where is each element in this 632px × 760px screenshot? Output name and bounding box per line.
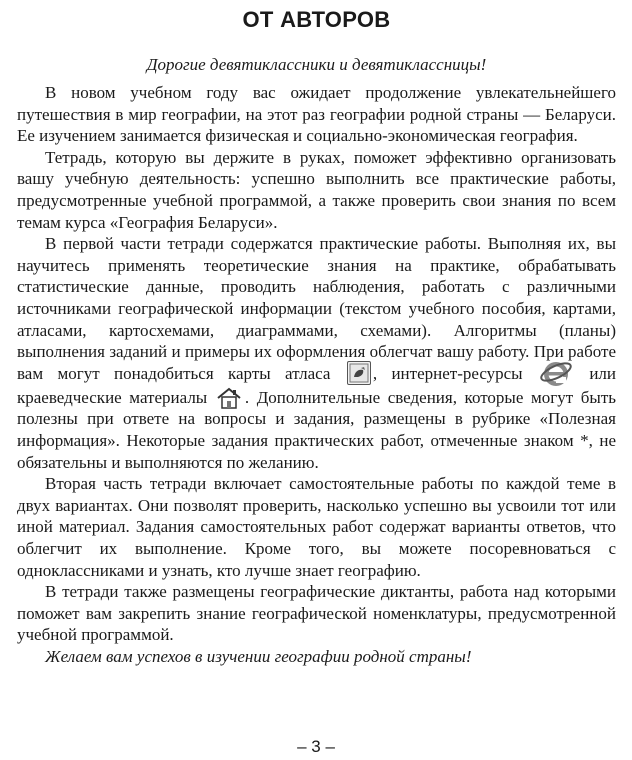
atlas-icon [347, 361, 371, 385]
paragraph-4: Вторая часть тетради включает самостоятельные работы по каждой теме в двух вариантах. Они позволят проверить, насколько успешно вы усвоили тот или иной материал. Задания самостоятельных работ содержат варианты ответов, что облегчит их выполнение. Кроме того, вы можете посоревноваться с одноклассниками и узнать, кто лучше знает географию. [17, 474, 616, 580]
paragraph-3-part-3: или краеведческие материалы [17, 363, 617, 407]
paragraph-3-part-2: , интернет-ресурсы [372, 363, 523, 383]
house-icon [215, 386, 243, 410]
paragraph-2: Тетрадь, которую вы держите в руках, поможет эффективно организовать вашу учебную деятельность: успешно выполнить все практические работы, предусмотренные учебной программой, а также проверить свои знания по всем темам курса «География Беларуси». [17, 147, 616, 232]
paragraph-3-part-1: В первой части тетради содержатся практические работы. Выполняя их, вы научитесь применять теоретические знания на практике, обрабатывать статистические данные, проводить наблюдения, работать с различными источниками географической информации (текстом учебного пособия, картами, атласами, картосхемами, диаграммами, схемами). Алгоритмы (планы) выполнения заданий и примеры их оформления облегчат вашу работу. При работе вам могут понадобиться карты атласа [17, 234, 616, 383]
paragraph-3-part-4: . Дополнительные сведения, которые могут быть полезны при ответе на вопросы и задания, размещены в рубрике «Полезная информация». Некоторые задания практических работ, отмеченные знаком *, не обязательны и выполняются по желанию. [17, 387, 617, 472]
closing-line: Желаем вам успехов в изучении географии родной страны! [45, 646, 472, 666]
body-text [17, 82, 616, 668]
paragraph-5: В тетради также размещены географические диктанты, работа над которыми поможет вам закрепить знание географической номенклатуры, предусмотренной учебной программой. [17, 582, 616, 645]
internet-explorer-icon [539, 357, 573, 391]
paragraph-1: В новом учебном году вас ожидает продолжение увлекательнейшего путешествия в мир географии, на этот раз географии родной страны — Беларуси. Ее изучением занимается физическая и социально-экономическая география. [17, 83, 616, 146]
page-title: ОТ АВТОРОВ [242, 7, 391, 32]
greeting: Дорогие девятиклассники и девятиклассницы! [146, 55, 487, 74]
paragraph-3 [17, 233, 616, 473]
page-number: – 3 – [297, 737, 335, 756]
